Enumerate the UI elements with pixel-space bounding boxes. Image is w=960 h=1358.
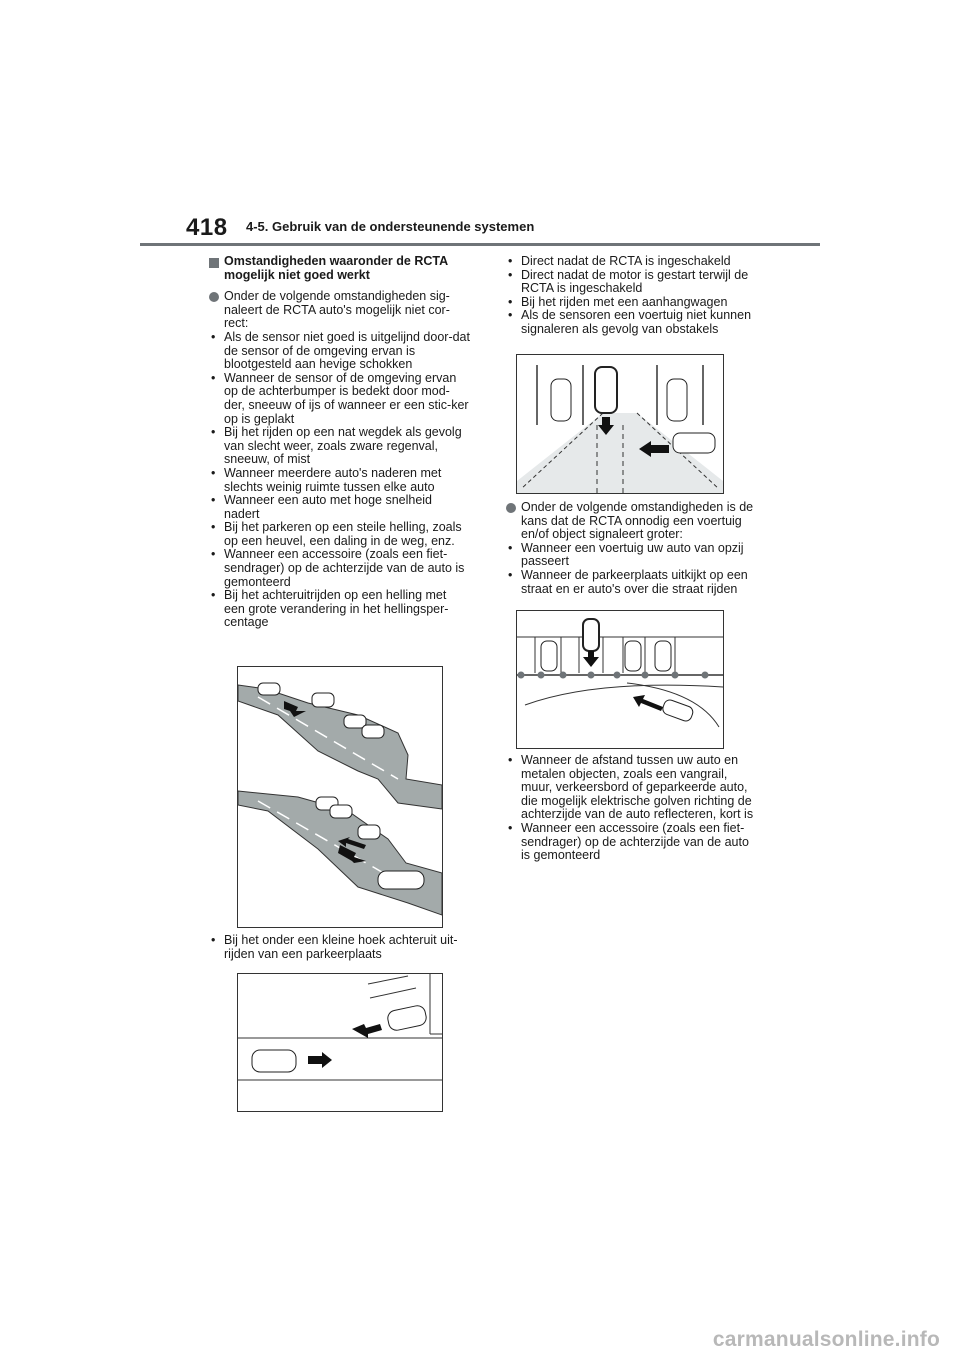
bullet-list — [208, 934, 470, 961]
car-icon — [344, 715, 366, 728]
list-item: • Wanneer de afstand tussen uw auto en metalen objecten, zoals een vangrail, muur, verkeersbord of geparkeerde auto, die mogelijk elektrische golven richting de achterzijde van de auto reflecteren, kort is — [505, 754, 755, 822]
list-item: • Wanneer een accessoire (zoals een fiet-sendrager) op de achterzijde van de auto is gemonteerd — [208, 548, 470, 589]
list-item: • Als de sensor niet goed is uitgelijnd door-dat de sensor of de omgeving ervan is blootgesteld aan hevige schokken — [208, 331, 470, 372]
section-heading — [208, 255, 470, 282]
car-icon — [595, 367, 617, 413]
arrow-left-icon — [633, 695, 663, 711]
chapter-title: 4-5. Gebruik van de ondersteunende systemen — [246, 219, 535, 234]
bullet-list — [505, 542, 755, 596]
car-icon — [583, 619, 599, 651]
car-icon — [386, 1004, 427, 1031]
car-icon — [358, 825, 380, 839]
page-number: 418 — [186, 214, 228, 241]
list-item: • Wanneer meerdere auto's naderen met slechts weinig ruimte tussen elke auto — [208, 467, 470, 494]
lead-paragraph — [208, 290, 470, 331]
list-item: • Direct nadat de RCTA is ingeschakeld — [505, 255, 755, 269]
circle-bullet-icon — [506, 503, 516, 513]
lead-text: Onder de volgende omstandigheden is de kans dat de RCTA onnodig een voertuig en/of object signaleert groter: — [521, 500, 754, 542]
car-icon — [551, 379, 571, 421]
left-column-lower — [208, 934, 470, 961]
sensor-obstacle-svg — [517, 355, 723, 493]
street-parking-illustration — [516, 610, 724, 749]
bullet-list — [505, 255, 755, 337]
list-item: • Wanneer een accessoire (zoals een fiet-sendrager) op de achterzijde van de auto is gemonteerd — [505, 822, 755, 863]
arrow-down-icon — [583, 651, 599, 667]
lead-text: Onder de volgende omstandigheden sig-naleert de RCTA auto's mogelijk niet cor-rect: — [224, 289, 450, 331]
car-icon — [252, 1050, 296, 1072]
arrow-left-icon — [352, 1024, 382, 1038]
slope-illustration-svg — [238, 667, 442, 927]
right-column-mid — [505, 499, 755, 596]
right-column-bottom — [505, 754, 755, 863]
lead-paragraph — [505, 501, 755, 542]
arrow-right-icon — [308, 1052, 332, 1068]
list-item: • Als de sensoren een voertuig niet kunnen signaleren als gevolg van obstakels — [505, 309, 755, 336]
bullet-list — [208, 331, 470, 630]
angled-parking-svg — [238, 974, 442, 1111]
list-item: • Wanneer de parkeerplaats uitkijkt op een straat en er auto's over die straat rijden — [505, 569, 755, 596]
list-item: • Bij het achteruitrijden op een helling met een grote verandering in het hellingsper-centage — [208, 589, 470, 630]
list-item: • Direct nadat de motor is gestart terwijl de RCTA is ingeschakeld — [505, 269, 755, 296]
car-icon — [667, 379, 687, 421]
list-item: • Wanneer de sensor of de omgeving ervan op de achterbumper is bedekt door mod-der, sneeuw of ijs of wanneer er een stic-ker op is geplakt — [208, 372, 470, 426]
header-rule — [140, 243, 820, 246]
list-item: • Bij het rijden met een aanhangwagen — [505, 296, 755, 310]
watermark-text: carmanualsonline.info — [712, 1328, 940, 1351]
list-item: • Bij het onder een kleine hoek achteruit uit-rijden van een parkeerplaats — [208, 934, 470, 961]
car-icon — [625, 641, 641, 671]
car-icon — [312, 693, 334, 707]
car-icon — [541, 641, 557, 671]
car-icon — [362, 725, 384, 738]
car-icon — [258, 683, 280, 695]
section-heading-text: Omstandigheden waaronder de RCTA mogelijk niet goed werkt — [224, 254, 448, 282]
list-item: • Bij het rijden op een nat wegdek als gevolg van slecht weer, zoals zware regenval, sneeuw, of mist — [208, 426, 470, 467]
right-column-top — [505, 255, 755, 337]
car-icon — [378, 871, 424, 889]
car-icon — [661, 698, 694, 722]
list-item: • Bij het parkeren op een steile helling, zoals op een heuvel, een daling in de weg, enz. — [208, 521, 470, 548]
sensor-obstacle-illustration — [516, 354, 724, 494]
car-icon — [330, 805, 352, 818]
square-bullet-icon — [209, 258, 219, 268]
list-item: • Wanneer een auto met hoge snelheid nadert — [208, 494, 470, 521]
list-item: • Wanneer een voertuig uw auto van opzij passeert — [505, 542, 755, 569]
circle-bullet-icon — [209, 292, 219, 302]
car-icon — [673, 433, 715, 453]
slope-illustration — [237, 666, 443, 928]
bullet-list — [505, 754, 755, 863]
angled-parking-illustration — [237, 973, 443, 1112]
street-parking-svg — [517, 611, 723, 748]
car-icon — [655, 641, 671, 671]
left-column — [208, 255, 470, 630]
